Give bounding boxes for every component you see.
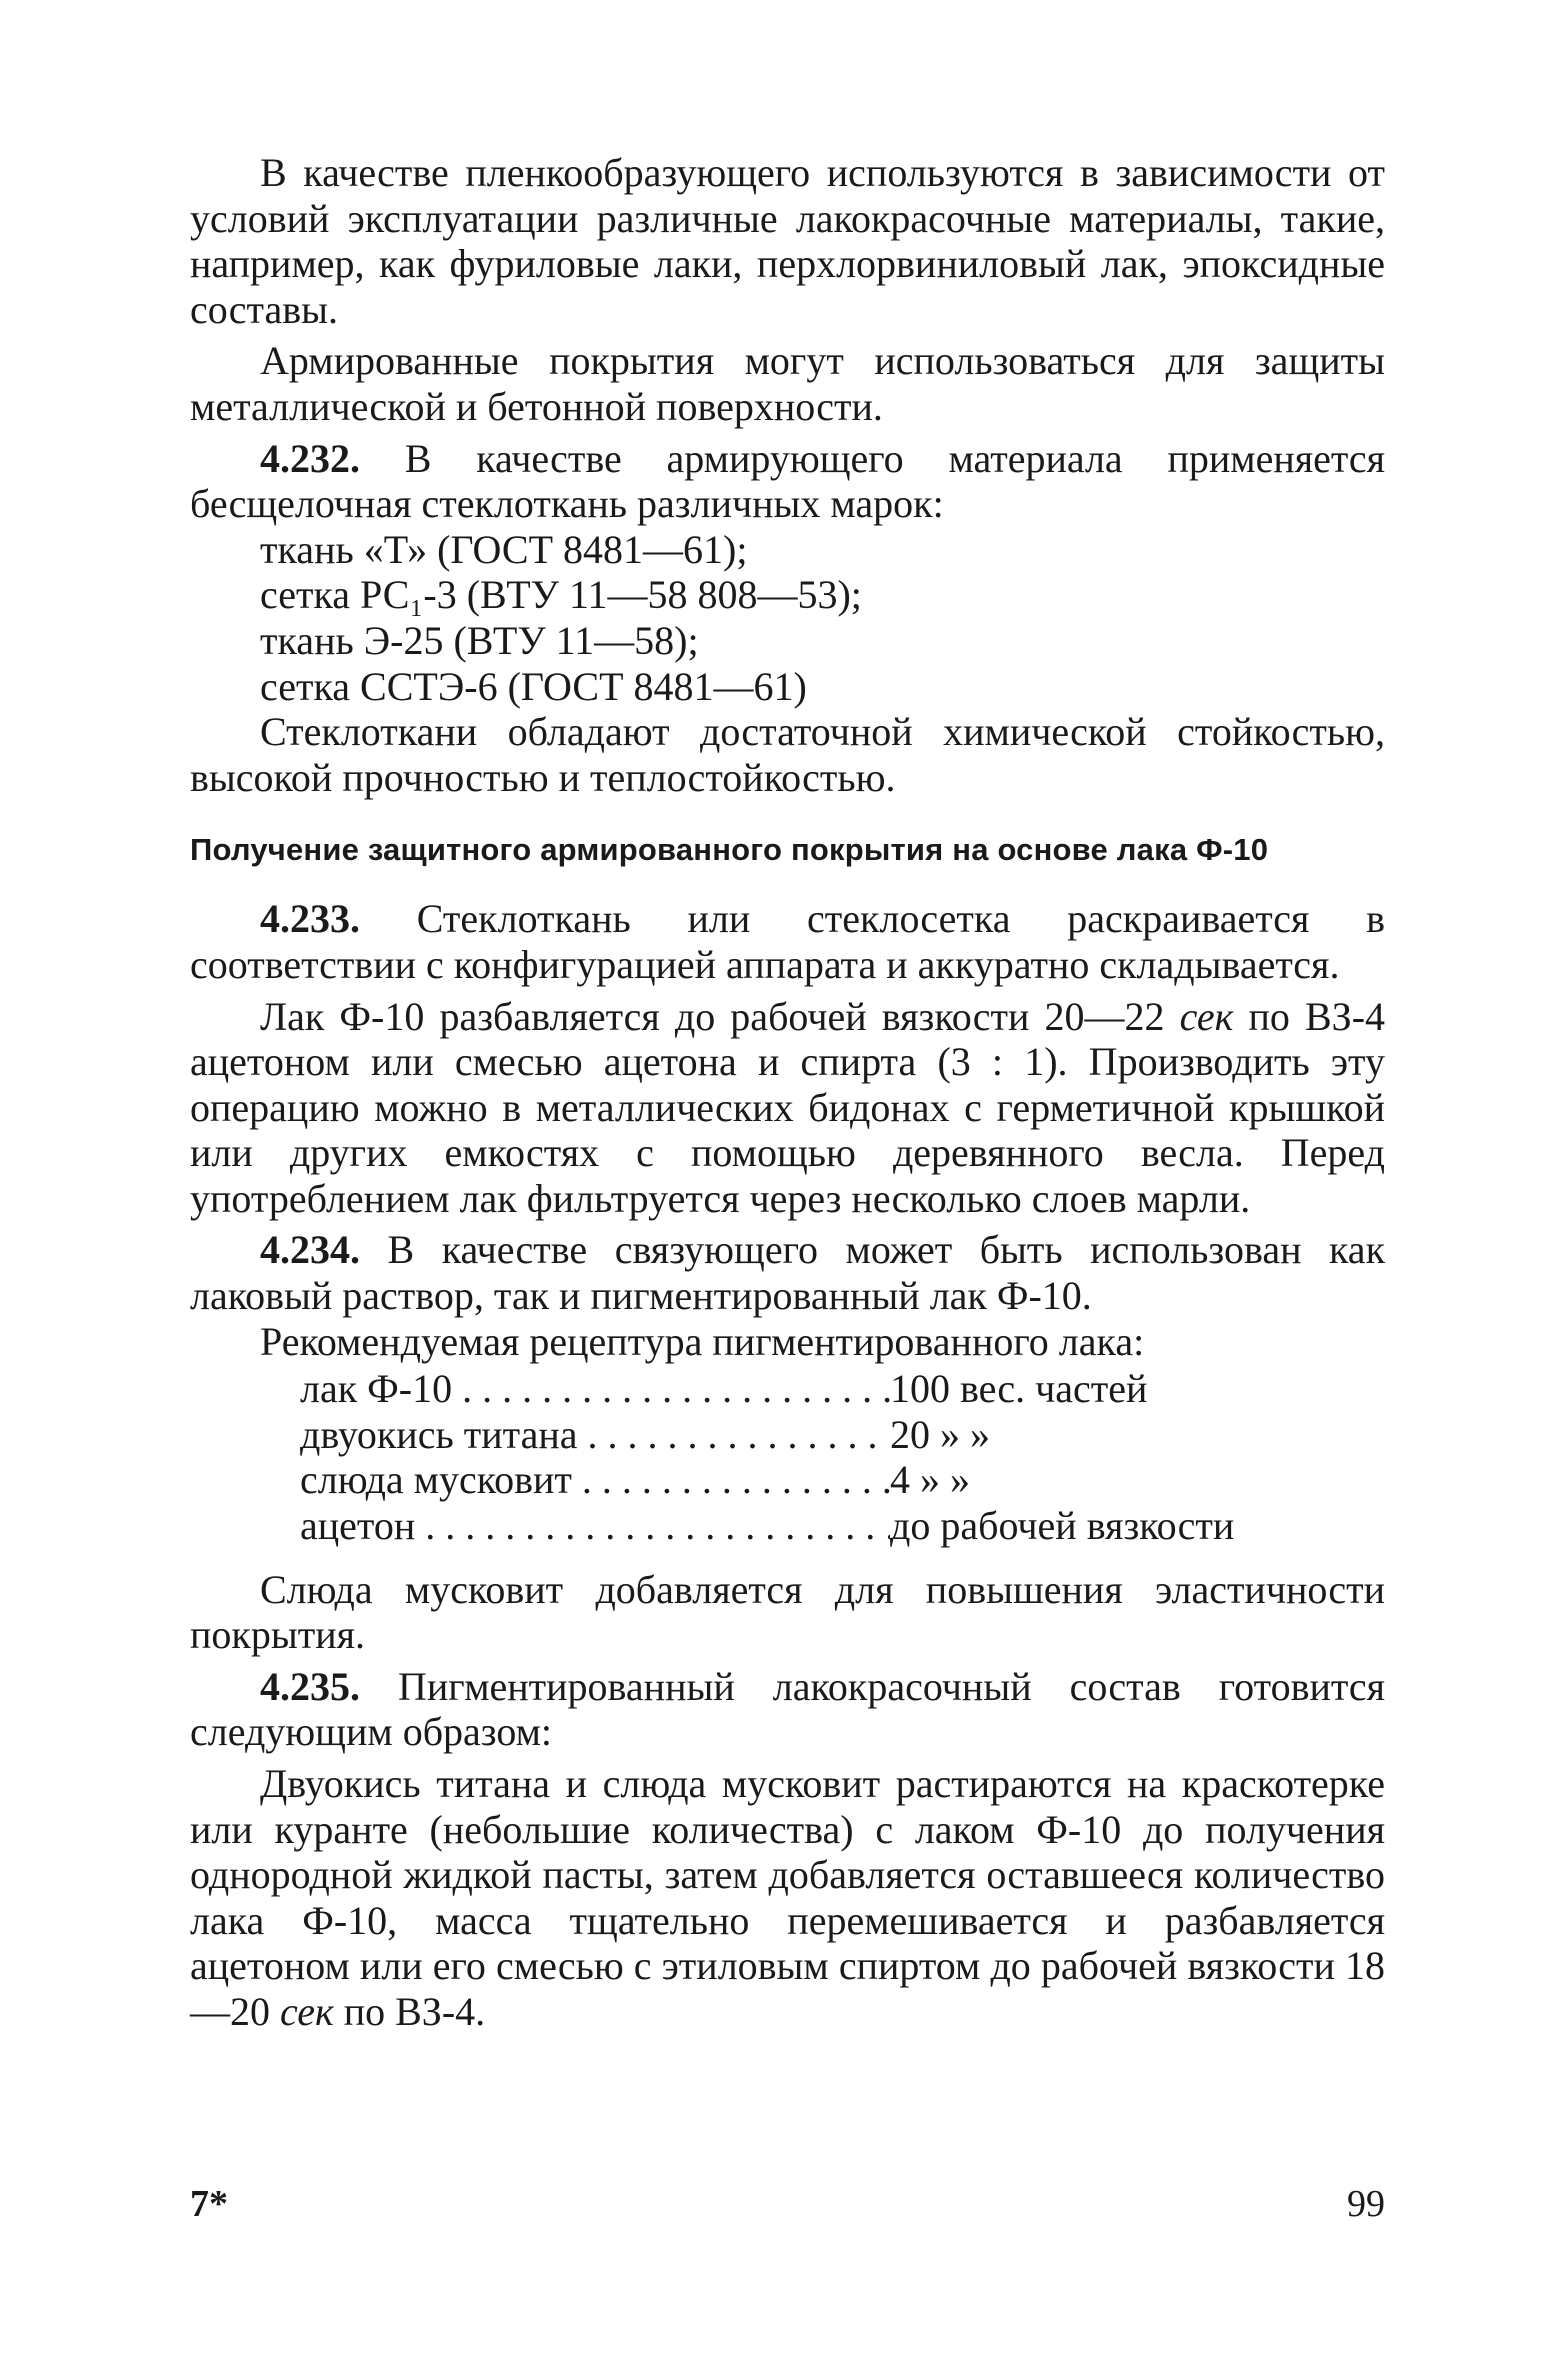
list-item: сетка РС₁-3 (ВТУ 11—58 808—53);: [260, 572, 862, 618]
list-item: сетка ССТЭ-6 (ГОСТ 8481—61): [260, 663, 807, 709]
list-item: ткань Э-25 (ВТУ 11—58);: [260, 617, 699, 663]
recipe-row: [300, 1366, 1385, 1412]
recipe-value: до рабочей вязкости: [890, 1503, 1235, 1549]
unit-italic: сек: [280, 1988, 334, 2034]
paragraph: Стеклоткани обладают достаточной химической стойкостью, высокой прочностью и теплостойкостью.: [190, 709, 1385, 800]
section-text: В качестве связующего может быть использован как лаковый раствор, так и пигментированный лак Ф-10.: [190, 1227, 1385, 1319]
recipe-name: двуокись титана . . .: [300, 1412, 890, 1458]
recipe-table: [300, 1366, 1385, 1548]
recipe-name: ацетон . . .: [300, 1503, 890, 1549]
text-run: по ВЗ-4 ацетоном или смесью ацетона и спирта (3 : 1). Производить эту операцию можно в металлических бидонах с герметичной крышкой или других емкостях с помощью деревянного весла. Перед употреблением лак фильтруется через несколько слоев марли.: [190, 993, 1386, 1221]
section-text: В качестве армирующего материала применяется бесщелочная стеклоткань различных марок:: [190, 435, 1386, 527]
recipe-value: 4 » »: [890, 1457, 970, 1503]
list-item: ткань «Т» (ГОСТ 8481—61);: [260, 526, 748, 572]
body-text: [190, 150, 1385, 2035]
section-text: Пигментированный лакокрасочный состав готовится следующим образом:: [190, 1663, 1385, 1755]
paragraph: [190, 994, 1385, 1222]
section-number: 4.232.: [260, 435, 360, 481]
recipe-row: [300, 1503, 1385, 1549]
section-4-233: [190, 896, 1385, 987]
page-footer: [190, 2182, 1385, 2226]
recipe-row: [300, 1412, 1385, 1458]
section-number: 4.233.: [260, 896, 360, 942]
signature-mark: 7*: [190, 2183, 228, 2225]
paragraph: В качестве пленкообразующего используются в зависимости от условий эксплуатации различные лакокрасочные материалы, такие, например, как фуриловые лаки, перхлорвиниловый лак, эпоксидные составы.: [190, 150, 1385, 332]
section-text: Стеклоткань или стеклосетка раскраивается в соответствии с конфигурацией аппарата и аккуратно складывается.: [190, 896, 1386, 987]
section-heading: Получение защитного армированного покрытия на основе лака Ф-10: [190, 832, 1269, 868]
section-number: 4.235.: [260, 1663, 360, 1709]
section-4-232: [190, 436, 1385, 527]
section-4-234: [190, 1227, 1385, 1318]
paragraph: Рекомендуемая рецептура пигментированного лака:: [260, 1318, 1145, 1364]
recipe-name: лак Ф-10 . . .: [300, 1366, 890, 1412]
recipe-value: 20 » »: [890, 1411, 990, 1457]
recipe-row: [300, 1457, 1385, 1503]
paragraph: Слюда мусковит добавляется для повышения эластичности покрытия.: [190, 1566, 1385, 1658]
page-number: 99: [1347, 2183, 1385, 2225]
recipe-name: слюда мусковит . . .: [300, 1457, 890, 1503]
paragraph: [190, 1761, 1385, 2035]
text-run: Лак Ф-10 разбавляется до рабочей вязкости 20—22: [260, 993, 1165, 1039]
section-number: 4.234.: [260, 1227, 360, 1273]
section-4-235: [190, 1664, 1385, 1755]
text-run: Двуокись титана и слюда мусковит растираются на краскотерке или куранте (небольшие количества) с лаком Ф-10 до получения однородной жидкой пасты, затем добавляется оставшееся количество лака Ф-10, масса тщательно перемешивается и разбавляется ацетоном или его смесью с этиловым спиртом до рабочей вязкости 18—20: [190, 1761, 1385, 2034]
recipe-value: 100 вес. частей: [890, 1366, 1148, 1412]
unit-italic: сек: [1179, 993, 1234, 1039]
text-run: по ВЗ-4.: [343, 1988, 486, 2034]
paragraph: Армированные покрытия могут использоваться для защиты металлической и бетонной поверхности.: [190, 338, 1385, 429]
